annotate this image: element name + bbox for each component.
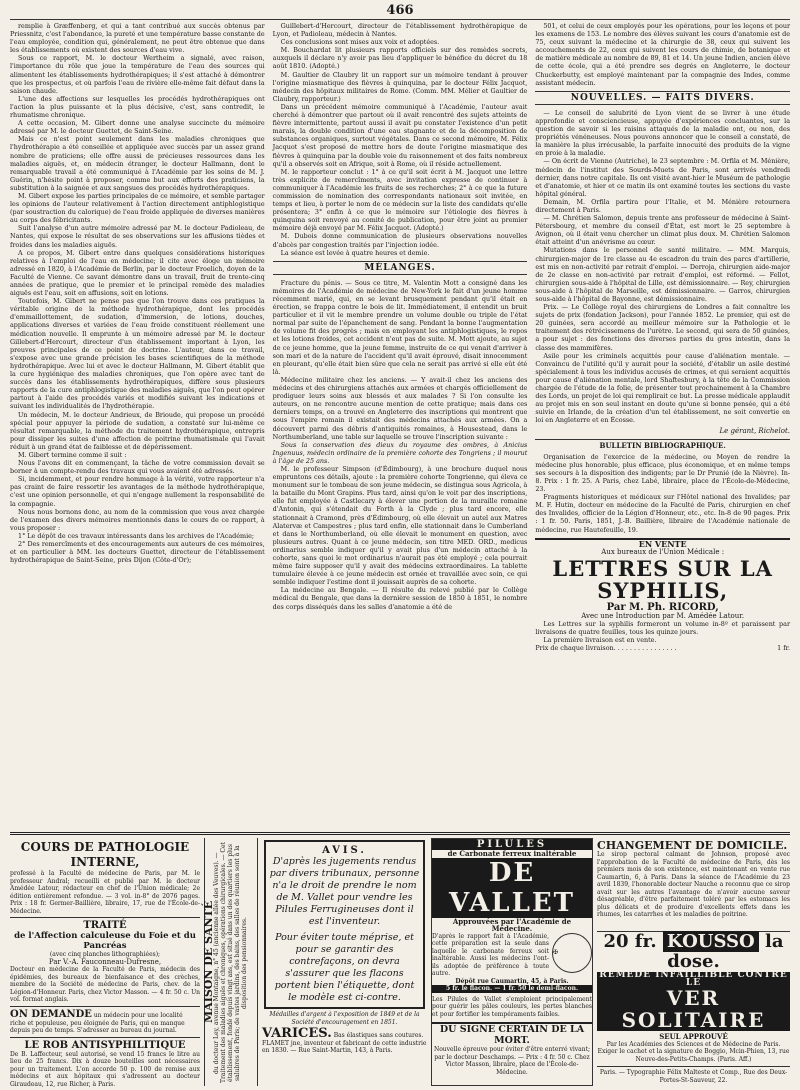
paragraph: Sous la conservation des dieux du royaume des ombres, à Anicius Ingenuus, médecin ordinaire de la première cohorte des Tongriens ; il mourut à l'âge de 25 ans. [273, 441, 528, 465]
paragraph: La séance est levée à quatre heures et demie. [273, 249, 528, 257]
paragraph: 1° Le dépôt de ces travaux intéressants dans les archives de l'Académie; [10, 532, 265, 540]
medailles-text: Médailles d'argent à l'exposition de 1849 et de la Société d'encouragement en 1851. [262, 1011, 427, 1026]
paragraph: 501, et celui de ceux employés pour les opérations, pour les leçons et pour les examens de 153. Le nombre des élèves suivant les cours d'anatomie est de 75, ceux suivant la médecine et la chirurgie de 38, ceux qui suivent les accouchements de 22, ceux qui suivent les cours de chimie, de botanique et de matière médicale au nombre de 89, 81 et 14. Un jeune Indien, ancien élève de cette école, qui a été prendre ses degrés en Angleterre, le docteur Chuckerbutty, est employé maintenant par la compagnie des Indes, comme assistant médecin. [535, 22, 790, 87]
ad-column-5 [597, 838, 790, 1086]
ad-author: Par V.-A. Fauconneau-Dufresne, [10, 959, 200, 967]
kousso-dose: la dose. [667, 931, 783, 972]
avis-box [264, 840, 425, 1009]
ad-maison [204, 838, 258, 1086]
paragraph: Ces conclusions sont mises aux voix et adoptées. [273, 38, 528, 46]
ricord-author: Par M. Ph. RICORD, [535, 604, 790, 612]
ad-title: TRAITÉ [10, 920, 200, 931]
ad-cours [10, 838, 200, 918]
imprimerie: Paris. — Typographie Félix Malteste et Comp., Rue des Deux-Portes-St-Sauveur, 22. [597, 1066, 790, 1084]
seal-icon: ✠ [552, 933, 592, 973]
solitaire-title: VER SOLITAIRE [597, 987, 790, 1031]
ad-note: (avec cinq planches lithographiées); [10, 951, 200, 959]
paragraph: — Le conseil de salubrité de Lyon vient de se livrer à une étude approfondie et consciencieuse, appuyée d'expériences concluantes, sur la question de savoir si les raisins attaqués de la maladie ont, ou non, des propriétés vénéneuses. Nous pouvons annoncer que le conseil a constaté, de la manière la plus irrécusable, la parfaite innocuité des produits de la vigne en proie à la maladie. [535, 109, 790, 158]
pilules-note: Les Pilules de Vallet s'emploient principalement pour guérir les pâles couleurs, les pertes blanches et pour fortifier les tempéraments faibles. [432, 996, 592, 1019]
gerant-signature: Le gérant, Richelot. [535, 427, 790, 435]
ad-rob [10, 1038, 200, 1090]
paragraph: M. Dubois donne communication de plusieurs observations nouvelles d'abcès par congestion traités par l'injection iodée. [273, 232, 528, 248]
ad-domicile [597, 838, 790, 932]
vallet-title: DE VALLET [432, 858, 592, 918]
paragraph: M. Gaultier de Claubry lit un rapport sur un mémoire tendant à prouver l'origine miasmatique des fièvres à quinquina, par le docteur Félix Jacquot, médecin des hôpitaux militaires de Rome. (Comm. MM. Mélier et Gaultier de Claubry, rapporteur.) [273, 71, 528, 103]
paragraph: Asile pour les criminels acquittés pour cause d'aliénation mentale. — Convaincu de l'utilité qu'il y aurait pour la société, d'établir un asile destiné spécialement à tous les individus accusés de crimes, et qui seraient acquittés pour cause d'aliénation mentale, lord Shaftesbury, à la tête de la Commission chargée de l'étude de la folie, de présenter tout prochainement à la Chambre des Lords, un projet de loi qui remplirait ce but. La presse médicale applaudit au projet mis en son seul instant en doute qu'une si bonne pensée, qui a été suivie en Irlande, de la création d'un tel établissement, ne soit convertie en loi en Angleterre et en Écosse. [535, 352, 790, 425]
price-line [535, 644, 790, 652]
lettres-title: LETTRES SUR LA SYPHILIS, [535, 558, 790, 602]
ad-text: De B. Laffecteur, seul autorisé, se vend 15 francs le litre au lieu de 25 francs. Dix à douze bouteilles sont nécessaires pour un traitement. L'on accorde 50 p. 100 de remise aux médecins et aux hôpitaux qui s'adressent au docteur Giraudeau, 12, rue Richer, à Paris. [10, 1051, 200, 1089]
paragraph: M. le rapporteur conclut : 1° à ce qu'il soit écrit à M. Jacquot une lettre très explicite de remercîments, avec invitation expresse de continuer à communiquer à l'Académie les fruits de ses recherches; 2° à ce que la future commission de nomination des correspondants nationaux soit invitée, en temps et lieu, à porter le nom de ce médecin sur la liste des candidats qu'elle présentera; 3° enfin à ce que le mémoire sur l'étiologie des fièvres à quinquina soit renvoyé au comité de publication, pour être joint au premier mémoire déjà envoyé par M. Félix Jacquot. (Adopté.) [273, 168, 528, 233]
ad-text: du docteur Ley, avenue Montaigne, n° 45 (ancienne allée des Veuves). — Traitement des maladies aiguës et chroniques, opérations chirurgicales. — Cet établissement, fondé depuis vingt ans, est situé dans un des quartiers les plus salubres de Paris; de vastes jardins, des bains, des salles de réunion sont à la disposition des pensionnaires. [213, 838, 248, 1088]
paragraph: M. Gibert expose les parties principales de ce mémoire, et semble partager les opinions de l'auteur relativement à l'action directement antiphlogistique (par soustraction du calorique) de l'eau froide appliquée de diverses manières au corps des fébricitants. [10, 192, 265, 224]
ad-text: D'après le rapport fait à l'Académie, cette préparation est la seule dans laquelle le carbonate ferreux soit inaltérable. Aussi les médecins l'ont-ils adoptée de préférence à toute autre. [432, 933, 549, 978]
depot: Dépôt rue Caumartin, 45, à Paris. [432, 978, 592, 986]
paragraph: Prix. — Le Collège royal des chirurgiens de Londres a fait connaître les sujets de prix (fondation Jackson), pour l'année 1852. Le premier, qui est de 20 guinées, sera accordé au meilleur mémoire sur la Pathologie et le traitement des rétrécissemens de l'urètre. Le second, qui sera de 50 guinées, a pour sujet : des fonctions des diverses parties du gros intestin, dans la classe des mammifères. [535, 303, 790, 352]
paragraph: Sous ce rapport, M. le docteur Wertheim a signalé, avec raison, l'importance du rôle que joue la température de l'eau des sources qui alimentent les établissements hydrothérapiques; il s'est attaché à démontrer que les prospectus, et où parfois l'eau de rivière elle-même fait défaut dans la saison chaude. [10, 54, 265, 94]
price-value: 1 fr. [777, 644, 790, 652]
ad-title: VARICES. [262, 1026, 332, 1041]
paragraph: Suit l'analyse d'un autre mémoire adressé par M. le docteur Padioleau, de Nantes, qui expose le résultat de ses observations sur les affusions tièdes et froides dans les maladies aiguës. [10, 224, 265, 248]
ad-title: COURS DE PATHOLOGIE INTERNE, [10, 840, 200, 870]
paragraph: Guillebert-d'Hercourt, directeur de l'établissement hydrothérapique de Lyon, et Padioleau, médecin à Nantes. [273, 22, 528, 38]
ad-pilules [431, 838, 593, 1086]
vente-sub: Aux bureaux de l'Union Médicale : [535, 548, 790, 556]
seul-approuve: SEUL APPROUVÉ [597, 1033, 790, 1041]
ad-text: D'après les jugements rendus par divers tribunaux, personne n'a le droit de prendre le nom de M. Vallet pour vendre les Pilules Ferrugineuses dont il est l'inventeur. [269, 856, 420, 928]
paragraph: Nous l'avons dit en commençant, la tâche de votre commission devait se borner à un compte-rendu des travaux qui vous avaient été adressés. [10, 459, 265, 475]
paragraph: Organisation de l'exercice de la médecine, ou Moyen de rendre la médecine plus honorable, plus efficace, plus économique, et en même temps ses secours à la disposition des indigents; par le Dr Prunié (de la Nièvre). In-8. Prix : 1 fr. 25. A Paris, chez Labé, libraire, place de l'École-de-Médecine, 23. [535, 453, 790, 493]
paragraph: L'une des affections sur lesquelles les procédés hydrothérapiques ont l'action la plus puissante et la plus décisive, c'est, sans contredit, le rhumatisme chronique. [10, 95, 265, 119]
paragraph: M. le professeur Simpson (d'Édimbourg), à une brochure duquel nous empruntons ces détails, ajoute : la première cohorte Tongrienne, qui éleva ce monument sur le tombeau de son jeune médecin, se distingua sous Agricola, à la bataille du Mont Grapins. Plus tard, ainsi qu'on le voit par des inscriptions, elle fut employée à Castlecary à élever une portion de la muraille romaine d'Antonin, qui s'étendait du Forth à la Clyde ; plus tard encore, elle stationnait à Cramond, près d'Édimbourg, où elle élevait un autel aux Matres Alatervæ et Campestres ; plus tard enfin, elle stationnait dans le Cumberland et dans le Northumberland, où elle élevait le monument en question, avec plusieurs autres. Quant à ce jeune médecin, son titre MED. ORD., medicus ordinarius semble indiquer qu'il y avait plus d'un médecin attaché à la cohorte, sans quoi le mot ordinarius n'aurait pas été employé ; cela pourrait même faire supposer qu'il y avait des médecins extraordinaires. La tablette tumulaire élevée à ce jeune médecin est ornée et travaillée avec soin, ce qui semble indiquer l'estime dont il jouissait auprès de sa cohorte. [273, 465, 528, 586]
paragraph: A ce propos, M. Gibert entre dans quelques considérations historiques relatives à l'emploi de l'eau en médecine; il cite avec éloge un mémoire adressé en 1820, à l'Académie de Berlin, par le docteur Froelich, doyen de la Faculté de Vienne. Ce savant démontre dans un travail, fruit de trente-cinq années de pratique, que le premier et le principal remède des maladies aiguës est l'eau, soit en affusions, soit en lotions. [10, 249, 265, 298]
paragraph: La médecine au Bengale. — Il résulte du relevé publié par le Collège médical du Bengale, que dans la dernière session de 1850 à 1851, le nombre des corps disséqués dans les salles d'anatomie a été de [273, 586, 528, 610]
ad-text: Docteur en médecine de la Faculté de Paris, médecin des épidémies, des bureaux de bienfaisance et des crèches, membre de la Société de médecine de Paris, chev. de la Légion-d'Honneur. Paris, chez Victor Masson. — 4 fr. 50 c. Un vol. format anglais. [10, 966, 200, 1004]
paragraph: remplie à Græffenberg, et qui a tant contribué aux succès obtenus par Priessnitz, c'est l'abondance, la pureté et une température basse constante de l'eau employée, condition qui, généralement, ne peut être obtenue que dans les établissements où existent des sources d'eau vive. [10, 22, 265, 54]
ad-text: Bas élastiques sans coutures. FLAMET jne, inventeur et fabricant de cette industrie en 1830. — Rue Saint-Martin, 143, à Paris. [262, 1032, 426, 1054]
intro-line: Avec une Introduction par M. Amédée Latour. [535, 612, 790, 620]
ad-text: un médecin pour une localité riche et populeuse, peu éloignée de Paris, qui en manque depuis peu de temps. S'adresser au bureau du journal. [10, 1012, 185, 1035]
ad-text: Pour éviter toute méprise, et pour se garantir des contrefaçons, on devra s'assurer que les flacons portent bien l'étiquette, dont le modèle est ci-contre. [269, 932, 420, 1004]
ad-varices [262, 1028, 427, 1055]
paragraph: — On écrit de Vienne (Autriche), le 23 septembre : M. Orfila et M. Ménière, médecin de l'institut des Sourds-Muets de Paris, sont arrivés vendredi dernier, dans notre capitale. Ils ont visité avant-hier le Muséum de pathologie et d'anatomie, et hier et ce matin ils ont examiné toutes les sections du vaste hôpital général. [535, 157, 790, 197]
biblio-title: BULLETIN BIBLIOGRAPHIQUE. [535, 439, 790, 450]
kousso-name: KOUSSO [663, 931, 759, 952]
approuvees: Approuvées par l'Académie de Médecine. [432, 918, 592, 933]
paragraph: Les Lettres sur la syphilis formeront un volume in-8º et paraissent par livraisons de quatre feuilles, tous les quinze jours. [535, 620, 790, 636]
ad-title: AVIS. [269, 845, 420, 856]
ad-title: MAISON DE SANTÉ [205, 838, 213, 1086]
paragraph: Dans un précédent mémoire communiqué à l'Académie, l'auteur avait cherché à démontrer que partout où il avait rencontré des sujets atteints de fièvre intermittente, partout aussi il avait pu constater l'existence d'un petit marais, la double condition d'une eau stagnante et de la décomposition de substances organiques, surtout végétales. Dans ce second mémoire, M. Félix Jacquot s'est proposé de mettre hors de doute l'origine miasmatique des fièvres à quinquina par la double voie du raisonnement et des faits nombreux qu'il a observés soit en Afrique, soit à Rome, où il réside actuellement. [273, 103, 528, 168]
paragraph: A cette occasion, M. Gibert donne une analyse succincte du mémoire adressé par M. le docteur Guettet, de Saint-Seine. [10, 119, 265, 135]
page-number: 466 [10, 4, 790, 17]
paragraph: Nous nous bornons donc, au nom de la commission que vous avez chargée de l'examen des divers mémoires mentionnés dans le cours de ce rapport, à vous proposer : [10, 508, 265, 532]
remede-line: REMÈDE INFAILLIBLE CONTRE LE [597, 972, 790, 987]
kousso-text: Par les Académies des Sciences et de Médecine de Paris. Exiger le cachet et la signature de Boggio, Mcin-Phien, 13, rue Neuve-des-Petits-Champs. (Paris. Aff.) [597, 1041, 790, 1064]
column-3 [535, 22, 790, 832]
ad-demande [10, 1007, 200, 1038]
paragraph: M. Bouchardat lit plusieurs rapports officiels sur des remèdes secrets, auxquels il déclare n'y avoir pas lieu d'appliquer le bénéfice du décret du 18 août 1810. (Adopté.) [273, 46, 528, 70]
ad-kousso [597, 932, 790, 1084]
pilules-price: 5 fr. le flacon. — 1 fr. 50 le demi-flacon. [432, 985, 592, 993]
paragraph: — M. Chrétien Salomon, depuis trente ans professeur de médecine à Saint-Pétersbourg, et membre du conseil d'État, est mort le 25 septembre à Avignon, où il était venu chercher un climat plus doux. M. Chrétien Salomon était atteint d'un anévrisme au cœur. [535, 214, 790, 246]
pilules-body [432, 933, 592, 978]
paragraph: Si, incidemment, et pour rendre hommage à la vérité, votre rapporteur n'a pas craint de faire ressortir les avantages de la méthode hydrothérapique, c'est une opinion personnelle, et qui n'engage nullement la responsabilité de la compagnie. [10, 475, 265, 507]
column-2 [273, 22, 528, 832]
paragraph: M. Gibert termine comme il suit : [10, 451, 265, 459]
paragraph: Mais ce n'est point seulement dans les maladies chroniques que l'hydrothérapie a été conseillée et appliquée avec succès par un assez grand nombre de praticiens; elle offre aussi de précieuses ressources dans les maladies aiguës, et, en médecin étranger, le docteur Hallmann, dont le remarquable travail a été communiqué à l'Académie par les soins de M. J. Guérin, n'hésite point à proposer, comme but aux efforts des praticiens, la substitution à la saignée et aux sangsues des procédés hydrothérapiques. [10, 135, 265, 192]
ad-title: CHANGEMENT DE DOMICILE. [597, 840, 790, 851]
paragraph: Fragments historiques et médicaux sur l'Hôtel national des Invalides; par M. F. Hutin, docteur en médecine de la Faculté de Paris, chirurgien en chef des Invalides, officier de la Légion d'Honneur, etc., etc. In-8 de 90 pages. Prix : 1 fr. 50. Paris, 1851, J.-B. Baillière, libraire de l'Académie nationale de médecine, rue Hautefeuille, 19. [535, 493, 790, 533]
kousso-line [597, 932, 790, 972]
ad-text: professé à la Faculté de médecine de Paris, par M. le professeur Andral; recueilli et publié par M. le docteur Amédée Latour, rédacteur en chef de l'Union médicale; 2e édition entièrement refondue. — 3 vol. in-8° de 2076 pages. Prix : 18 fr. Germer-Baillière, libraire, 17, rue de l'École-de-Médecine. [10, 870, 200, 915]
paragraph: Mutations dans le personnel de santé militaire. — MM. Marquis, chirurgien-major de 1re classe au 4e escadron du train des parcs d'artillerie, est mis en non-activité par retrait d'emploi. — Derroja, chirurgien aide-major de 2e classe en non-activité par retrait d'emploi, est réformé. — Fellot, chirurgien sous-aide à l'hôpital de Lille, est démissionnaire. — Rey, chirurgien sous-aide à l'hôpital de Marseille, est démissionnaire. — Garros, chirurgien sous-aide à l'hôpital de Bayonne, est démissionnaire. [535, 246, 790, 303]
ad-avis [262, 838, 427, 1086]
signe-text: Nouvelle épreuve pour éviter d'être enterré vivant; par le docteur Deschamps. — Prix : 4 fr. 50 c. Chez Victor Masson, libraire, place de l'École-de-Médecine. [432, 1046, 592, 1076]
vente-title: EN VENTE [535, 538, 790, 548]
kousso-price: 20 fr. [603, 931, 656, 952]
ad-traite [10, 918, 200, 1007]
ad-column-1 [10, 838, 200, 1086]
section-title-melanges: MÉLANGES. [273, 261, 528, 275]
ad-subtitle: de Carbonate ferreux inaltérable [432, 850, 592, 858]
ad-title: LE ROB ANTISYPHILITIQUE [10, 1040, 200, 1051]
price-label: Prix de chaque livraison. . . . . . . . . . . . . . . . [535, 644, 676, 652]
ad-title: ON DEMANDE [10, 1009, 92, 1020]
paragraph: Un médecin, M. le docteur Andrieux, de Brioude, qui propose un procédé spécial pour appuyer la période de sudation, a constaté sur lui-même ce résultat remarquable, la méthode du traitement hydrothérapique, entrepris pour dissiper les suites d'une affection de poitrine rhumatismale qui l'avait réduit à un grand état de faiblesse et de dépérissement. [10, 411, 265, 451]
paragraph: Demain, M. Orfila partira pour l'Italie, et M. Ménière retournera directement à Paris. [535, 198, 790, 214]
article-columns [10, 19, 790, 832]
ad-text: Le sirop pectoral calmant de Johnson, proposé avec l'approbation de la Faculté de médecine de Paris, dès les premiers mois de son existence, est maintenant en vente rue Caumartin, 6, à Paris. Dans la séance de l'Académie du 23 avril 1839, l'honorable docteur Nauche a reconnu que ce sirop avait sur les autres l'avantage de n'avoir aucune saveur désagréable, d'être parfaitement toléré par les estomacs les plus délicats et de produire d'excellents effets dans les rhumes, les catarrhes et les maladies de poitrine. [597, 851, 790, 929]
signe-title: DU SIGNE CERTAIN DE LA MORT. [432, 1022, 592, 1046]
paragraph: Médecine militaire chez les anciens. — Y avait-il chez les anciens des médecins et des chirurgiens attachés aux armées et chargés officiellement de prodiguer leurs soins aux blessés et aux malades ? Si l'on consulte les auteurs, on ne rencontre aucune mention de cette pratique; mais dans ces derniers temps, on a trouvé en Angleterre des inscriptions qui montrent que sous l'empire romain il existait des médecins attachés aux armées. On a découvert parmi des débris d'antiquités romaines, à Housestead, dans le Northumberland, une table sur laquelle se trouve l'inscription suivante : [273, 376, 528, 441]
paragraph: Toutefois, M. Gibert ne pense pas que l'on trouve dans ces pratiques la véritable origine de la méthode hydrothérapique, dont les procédés d'emmaillottement, de sudation, d'immersion, de lotions, douches, applications diverses et variées de l'eau froide constituent réellement une médication nouvelle. Il emprunte à un mémoire adressé par M. le docteur Gillebert-d'Hercourt, directeur d'un établissement important à Lyon, les preuves principales de ce point de doctrine. L'auteur, dans ce travail, s'expose avec une grande précision les bases scientifiques de la méthode hydrothérapique. Avec lui et avec le docteur Hallmann, M. Gibert établit que la cure hygiénique des maladies chroniques, que l'on opère avec tant de succès dans les établissements hydrothérapiques, diffère sous plusieurs rapports de la cure antiphlogistique des maladies aiguës, que l'on peut opérer partout à l'aide des procédés variés et modifiés suivant les indications et suivant les individualités de l'hydrothérapie. [10, 297, 265, 410]
paragraph: Fracture du pénis. — Sous ce titre, M. Valentin Mott a consigné dans les mémoires de l'Académie de médecine de New-York le fait d'un jeune homme récemment marié, qui, en se levant brusquement pendant qu'il était en érection, se frappa contre le bois de lit. Immédiatement, il entendit un bruit particulier et il vit le membre prendre un volume double ou triple de l'état normal par suite de l'épanchement de sang. Pendant la bonne l'augmentation de volume fit des progrès ; mais en employant les antiphlogistiques, le repos et les lotions froides, cet accident n'eut pas de suite. M. Mott ajoute, au sujet de ce jeune homme, que la jeune femme, instruite de ce qui venait d'arriver à son mari et de la nature de l'accident qu'il avait éprouvé, disait innocemment en pleurant, qu'elle était bien sûre que cela ne serait pas arrivé si elle eût été là. [273, 279, 528, 376]
ad-subtitle: de l'Affection calculeuse du Foie et du Pancréas [10, 931, 200, 951]
ad-title: PILULES [432, 839, 592, 850]
paragraph: La première livraison est en vente. [535, 636, 790, 644]
paragraph: 2° Des remercîments et des encouragements aux auteurs de ces mémoires, et en particulier à MM. les docteurs Guettet, directeur de l'établissement hydrothérapique de Saint-Seine, près Dijon (Côte-d'Or); [10, 540, 265, 564]
column-1 [10, 22, 265, 832]
section-title-nouvelles: NOUVELLES. — FAITS DIVERS. [535, 91, 790, 105]
advertisements [10, 832, 790, 1086]
